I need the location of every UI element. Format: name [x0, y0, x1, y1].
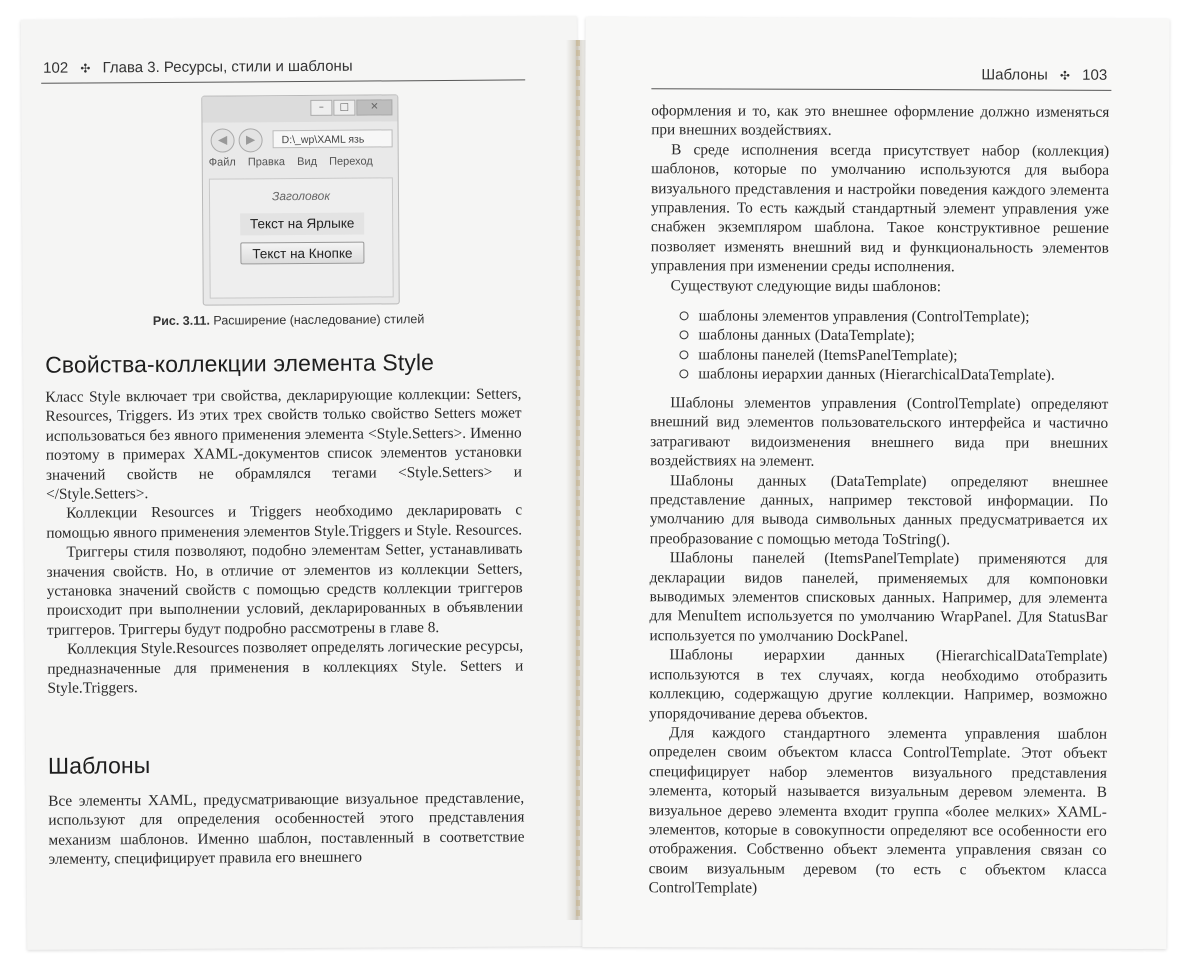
list-item: шаблоны иерархии данных (HierarchicalDataTemplate). — [678, 365, 1054, 386]
section-heading-style-collections: Свойства-коллекции элемента Style — [45, 349, 435, 378]
paragraph: Шаблоны панелей (ItemsPanelTemplate) применяются для декларации видов панелей, применяемых для компоновки выводимых элементов списковых данных. Например, для элемента для MenuItem используется по умолчанию WrapPanel. Для StatusBar используется по умолчанию DockPanel. — [649, 549, 1108, 645]
diamond-separator-icon: ✣ — [1059, 68, 1071, 83]
figure-label: Текст на Ярлыке — [240, 213, 364, 236]
menu-view: Вид — [297, 155, 318, 169]
right-running-header — [981, 66, 1107, 83]
left-running-header — [43, 58, 353, 77]
list-item: шаблоны панелей (ItemsPanelTemplate); — [678, 345, 1054, 366]
right-page — [582, 17, 1169, 949]
window-client-area — [209, 177, 394, 298]
menu-file: Файл — [208, 156, 236, 169]
paragraph: Шаблоны данных (DataTemplate) определяют внешнее представление данных, например текстовой информации. По умолчанию для вывода символьных данных предусматривается их преобразование с помощью метода ToString(). — [649, 471, 1109, 549]
paragraph: Коллекции Resources и Triggers необходимо декларировать с помощью явного применения элементов Style.Triggers и Style. Resources. — [46, 501, 523, 542]
paragraph: Триггеры стиля позволяют, подобно элементам Setter, устанавливать значения свойств. Но, в отличие от элементов из коллекции Setters, установка значений свойств с помощью средств коллекции триггеров происходит при выполнении условий, декларированных в объявлении триггеров. Триггеры будут подробно рассмотрены в главе 8. — [46, 540, 523, 639]
caption-text: Расширение (наследование) стилей — [213, 312, 425, 328]
window-menubar — [209, 155, 392, 176]
minimize-icon: – — [310, 100, 332, 116]
section-title: Шаблоны — [981, 66, 1048, 84]
menu-go: Переход — [329, 155, 373, 168]
right-page-number: 103 — [1082, 66, 1108, 84]
left-page-number: 102 — [43, 59, 69, 77]
paragraph: Существуют следующие виды шаблонов: — [670, 276, 941, 295]
paragraph: Шаблоны элементов управления (ControlTemplate) определяют внешний вид элементов пользовательского интерфейса и частично затрагивают видоизменения внешнего вида при внешних воздействиях на элемент. — [650, 394, 1109, 471]
left-body-2 — [48, 788, 525, 869]
right-body-1 — [651, 101, 1110, 297]
right-header-rule — [651, 88, 1111, 91]
paragraph: Все элементы XAML, предусматривающие визуальное представление, используют для определения особенностей этого представления механизм шаблонов. Именно шаблон, поставленный в соответствие элементу, специфицирует правила его внешнего — [48, 789, 525, 868]
caption-number: Рис. 3.11. — [152, 313, 210, 329]
paragraph: Шаблоны иерархии данных (HierarchicalDataTemplate) используются в тех случаях, когда необходимо отобразить коллекцию, содержащую другие коллекции. Например, возможно упорядочивание дерева объектов. — [649, 646, 1108, 723]
left-header-rule — [41, 79, 525, 83]
paragraph: Коллекция Style.Resources позволяет определять логические ресурсы, предназначенные для применения в коллекциях Style. Setters и Style.Triggers. — [47, 637, 524, 697]
template-types-list — [678, 306, 1055, 385]
chapter-title: Глава 3. Ресурсы, стили и шаблоны — [102, 57, 353, 77]
list-item: шаблоны данных (DataTemplate); — [678, 326, 1054, 347]
left-page — [21, 16, 583, 950]
window-content-title: Заголовок — [271, 188, 331, 204]
section-heading-templates: Шаблоны — [47, 752, 151, 779]
address-bar: D:\_wp\XAML язь — [273, 129, 393, 148]
close-icon: ✕ — [356, 99, 392, 115]
paragraph: В среде исполнения всегда присутствует набор (коллекция) шаблонов, которые по умолчанию используются для выбора визуального представления и настройки поведения каждого элемента управления. То есть каждый стандартный элемент управления уже снабжен экземпляром шаблона. Такое конструктивное решение позволяет изменять внешний вид и функциональность элементов управления при изменении среды исполнения. — [650, 141, 1110, 276]
list-item: шаблоны элементов управления (ControlTemplate); — [679, 306, 1055, 327]
figure-caption — [153, 312, 425, 328]
maximize-icon: □ — [333, 100, 355, 116]
figure-button: Текст на Кнопке — [240, 242, 364, 265]
paragraph: оформления и то, как это внешнее оформление должно изменяться при внешних воздействиях. — [651, 102, 1110, 140]
window-figure — [201, 94, 399, 305]
right-body-2 — [649, 393, 1109, 899]
back-arrow-icon: ◀ — [211, 128, 235, 152]
left-body-1 — [45, 384, 523, 698]
paragraph: Для каждого стандартного элемента управления шаблон определен своим объектом класса ControlTemplate. Этот объект специфицирует набор элементов визуального представления элемента, который называется визуальным деревом элемента. В визуальное дерево элемента входит группа «более мелких» XAML-элементов, которые в совокупности определяют все особенности его отображения. Собственно объект элемента управления связан со своим визуальным деревом (то есть с объектом класса ControlTemplate) — [648, 724, 1108, 897]
spine-stitching — [576, 40, 580, 920]
diamond-separator-icon: ✣ — [80, 61, 91, 76]
paragraph: Класс Style включает три свойства, декларирующие коллекции: Setters, Resources, Triggers. Из этих трех свойств только свойство Setters может использоваться без явного применения элемента <Style.Setters>. Именно поэтому в примерах XAML-документов список элементов установки значений свойств не обрамлялся тегами <Style.Setters> и </Style.Setters>. — [45, 385, 522, 503]
forward-arrow-icon: ▶ — [239, 128, 263, 152]
menu-edit: Правка — [247, 156, 286, 169]
